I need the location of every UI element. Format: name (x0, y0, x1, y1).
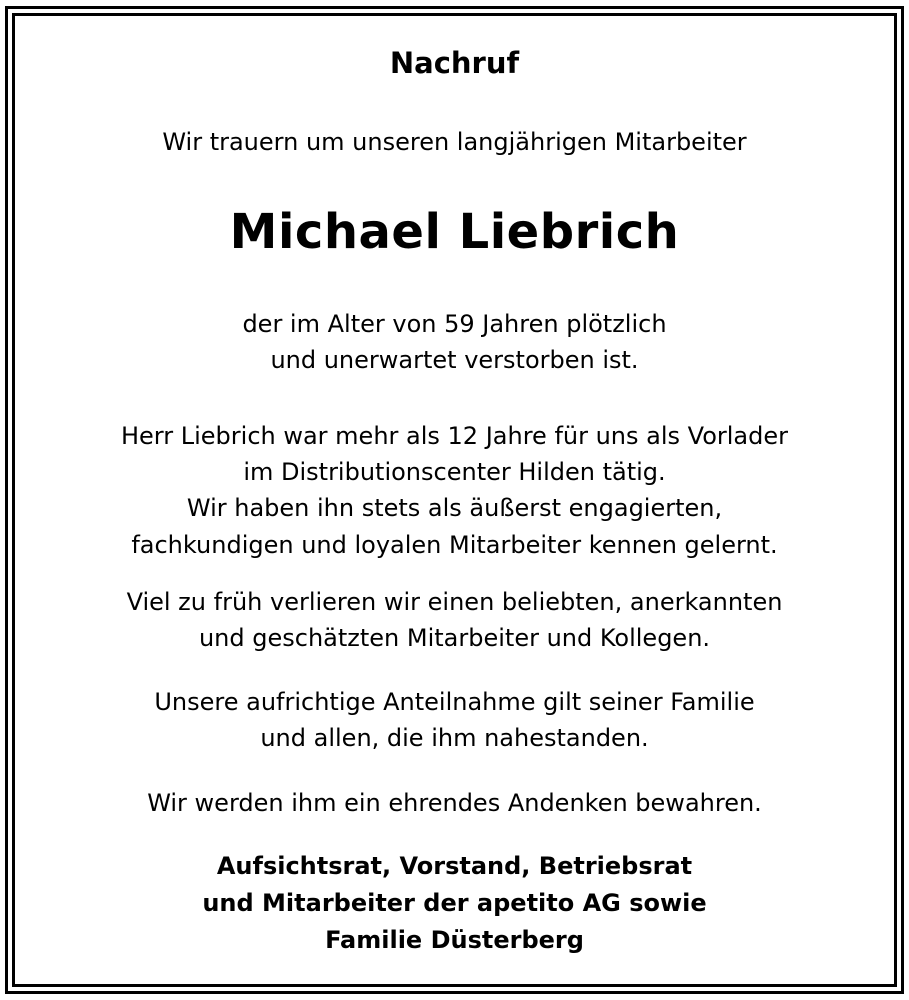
text-line: und geschätzten Mitarbeiter und Kollegen. (198, 624, 711, 652)
intro-line: Wir trauern um unseren langjährigen Mitarbeiter (162, 128, 747, 156)
deceased-name: Michael Liebrich (229, 204, 680, 260)
signature-line: Aufsichtsrat, Vorstand, Betriebsrat (216, 852, 693, 880)
text-line: Wir haben ihn stets als äußerst engagierten, (186, 494, 723, 522)
text-line: fachkundigen und loyalen Mitarbeiter kennen gelernt. (131, 531, 778, 559)
text-line: der im Alter von 59 Jahren plötzlich (242, 310, 667, 338)
text-line: Unsere aufrichtige Anteilnahme gilt seiner Familie (154, 688, 755, 716)
text-line: Herr Liebrich war mehr als 12 Jahre für uns als Vorlader (120, 422, 789, 450)
signature-line: und Mitarbeiter der apetito AG sowie (202, 889, 707, 917)
heading: Nachruf (389, 46, 520, 80)
text-line: und unerwartet verstorben ist. (270, 346, 639, 374)
text-line: und allen, die ihm nahestanden. (260, 724, 649, 752)
text-line: Viel zu früh verlieren wir einen beliebten, anerkannten (126, 588, 783, 616)
text-line: im Distributionscenter Hilden tätig. (243, 458, 666, 486)
signature-line: Familie Düsterberg (325, 926, 584, 954)
text-line: Wir werden ihm ein ehrendes Andenken bewahren. (147, 789, 762, 817)
